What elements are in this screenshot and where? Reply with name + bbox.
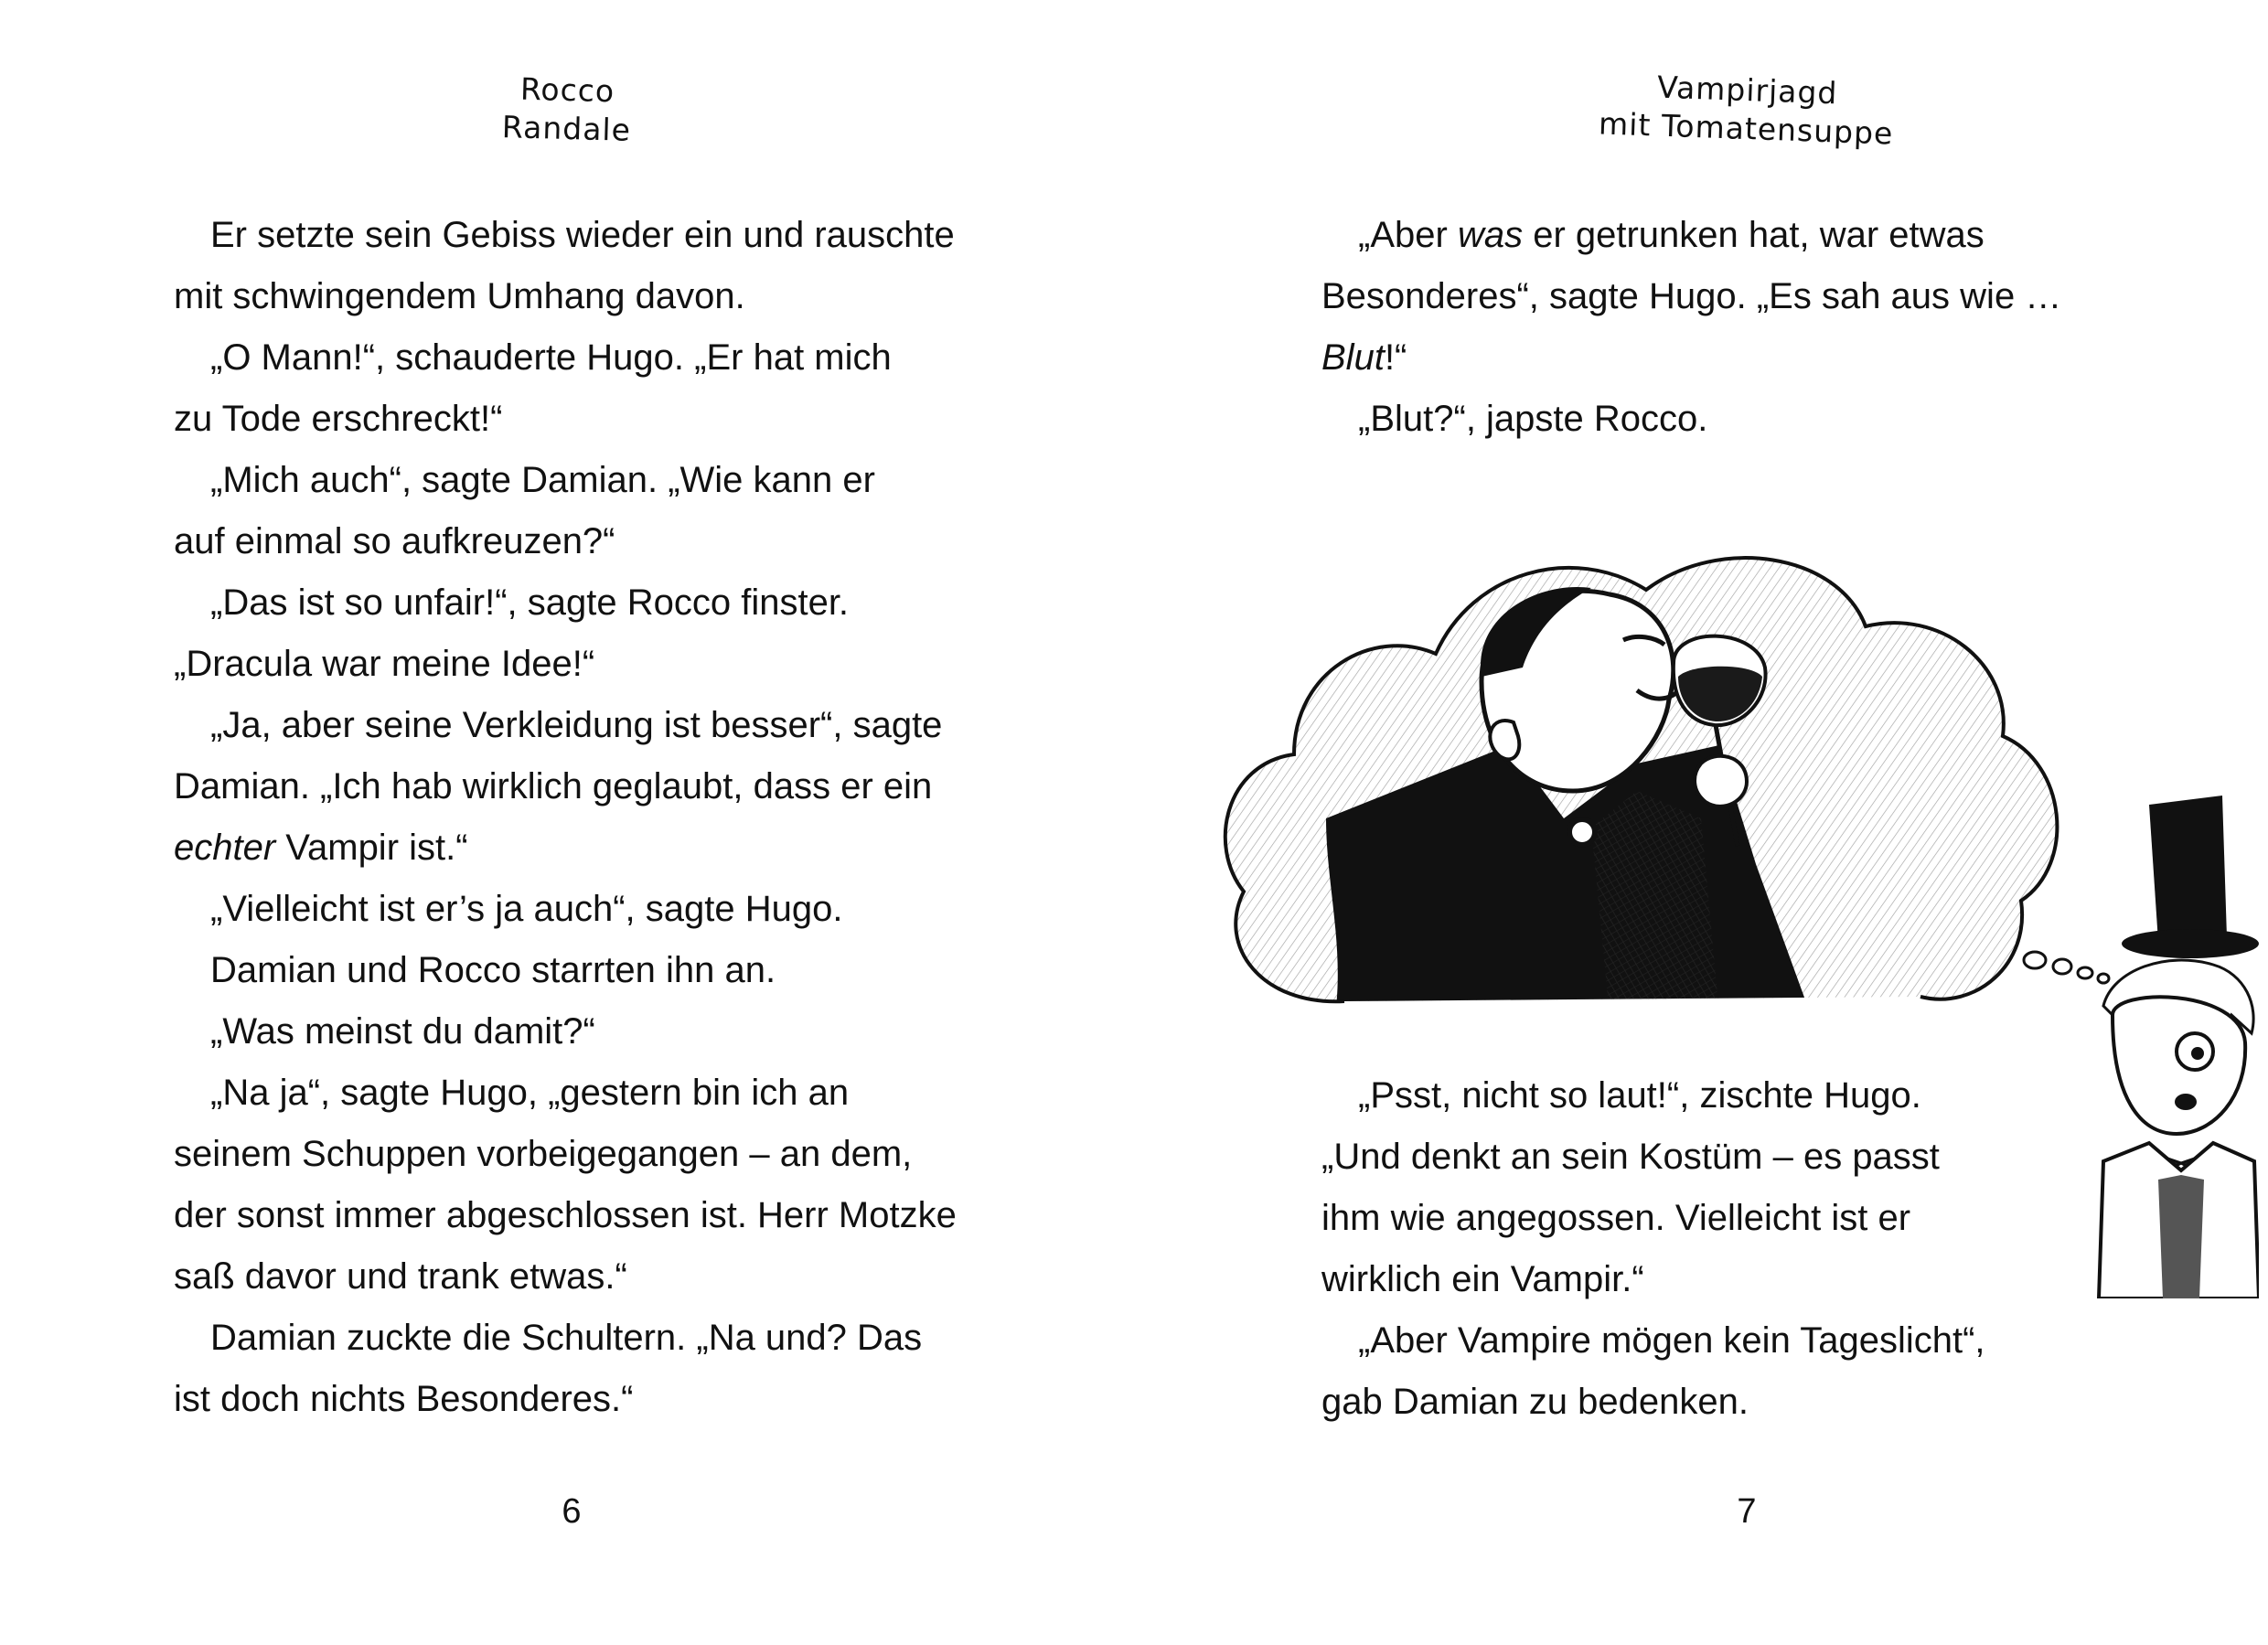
cape-clasp	[1569, 819, 1595, 845]
text-line	[1321, 327, 2172, 389]
text-line: saß davor und trank etwas.“	[174, 1256, 627, 1297]
text-line	[174, 817, 1015, 879]
running-head-line: Randale	[501, 109, 632, 148]
top-hat-brim	[2122, 929, 2259, 958]
text-line: „Blut?“, japste Rocco.	[1358, 399, 1708, 439]
running-head-left	[475, 69, 659, 150]
text-line: zu Tode erschreckt!“	[174, 399, 503, 439]
boy-mouth	[2175, 1094, 2197, 1110]
text-line: „Na ja“, sagte Hugo, „gestern bin ich an	[210, 1073, 850, 1113]
text-line: „O Mann!“, schauderte Hugo. „Er hat mich	[210, 337, 892, 378]
italic-word: echter	[174, 828, 276, 868]
text-line: „Mich auch“, sagte Damian. „Wie kann er	[210, 460, 875, 500]
text-line: „Was meinst du damit?“	[210, 1011, 595, 1052]
top-hat-crown	[2149, 796, 2227, 942]
running-head-line: Vampirjagd	[1656, 69, 1839, 112]
text-line: seinem Schuppen vorbeigegangen – an dem,	[174, 1134, 913, 1174]
text-line: Damian. „Ich hab wirklich geglaubt, dass er ein	[174, 766, 933, 806]
text-line: „Das ist so unfair!“, sagte Rocco finster.	[210, 582, 850, 623]
text-line: Er setzte sein Gebiss wieder ein und rauschte	[210, 215, 955, 255]
boy-vest	[2158, 1175, 2204, 1298]
text-line: „Psst, nicht so laut!“, zischte Hugo.	[1358, 1075, 1921, 1116]
text-line: mit schwingendem Umhang davon.	[174, 276, 745, 316]
text-line: ist doch nichts Besonderes.“	[174, 1379, 634, 1419]
thought-dot	[2078, 967, 2092, 978]
text-fragment: er getrunken hat, war etwas	[1523, 215, 1984, 255]
right-page	[1134, 0, 2268, 1645]
text-line: der sonst immer abgeschlossen ist. Herr Motzke	[174, 1195, 957, 1235]
text-line	[1321, 205, 2172, 266]
hand-shape	[1695, 756, 1747, 806]
text-line: „Und denkt an sein Kostüm – es passt	[1321, 1137, 1940, 1177]
text-line: auf einmal so aufkreuzen?“	[174, 521, 615, 561]
thought-dot	[2098, 974, 2109, 983]
boy-with-top-hat-illustration	[2012, 786, 2259, 1298]
text-fragment: „Aber	[1358, 215, 1458, 255]
text-line: „Ja, aber seine Verkleidung ist besser“, sagte	[210, 705, 943, 745]
text-line: „Dracula war meine Idee!“	[174, 644, 595, 684]
thought-dot	[2053, 959, 2071, 974]
text-fragment: Vampir ist.“	[275, 828, 468, 868]
text-line: Besonderes“, sagte Hugo. „Es sah aus wie …	[1321, 276, 2062, 316]
thought-dot	[2024, 952, 2046, 968]
text-line: gab Damian zu bedenken.	[1321, 1382, 1749, 1422]
running-head-line: mit Tomatensuppe	[1598, 105, 1895, 152]
text-line: „Vielleicht ist er’s ja auch“, sagte Hugo.	[210, 889, 843, 929]
bubble-interior	[1207, 517, 2076, 1015]
text-line: „Aber Vampire mögen kein Tageslicht“,	[1358, 1320, 1985, 1361]
boy-pupil	[2191, 1047, 2204, 1060]
running-head-line: Rocco	[519, 70, 615, 110]
text-line: ihm wie angegossen. Vielleicht ist er	[1321, 1198, 1911, 1238]
vest-shape	[1591, 791, 1719, 1015]
right-body-text-top	[1321, 205, 2172, 450]
text-line: wirklich ein Vampir.“	[1321, 1259, 1644, 1299]
italic-word: Blut	[1321, 337, 1385, 378]
right-body-text-bottom	[1321, 1065, 2017, 1433]
page-number-right: 7	[1737, 1492, 1757, 1531]
left-body-text	[174, 205, 1015, 1430]
italic-word: was	[1457, 215, 1524, 255]
boy-face	[2113, 997, 2245, 1134]
text-fragment: !“	[1384, 337, 1407, 378]
page-number-left: 6	[562, 1492, 582, 1531]
running-head-right	[1554, 65, 1941, 155]
text-line: Damian zuckte die Schultern. „Na und? Das	[210, 1318, 923, 1358]
text-line: Damian und Rocco starrten ihn an.	[210, 950, 776, 990]
vampire-thought-bubble-illustration	[1207, 517, 2076, 1015]
